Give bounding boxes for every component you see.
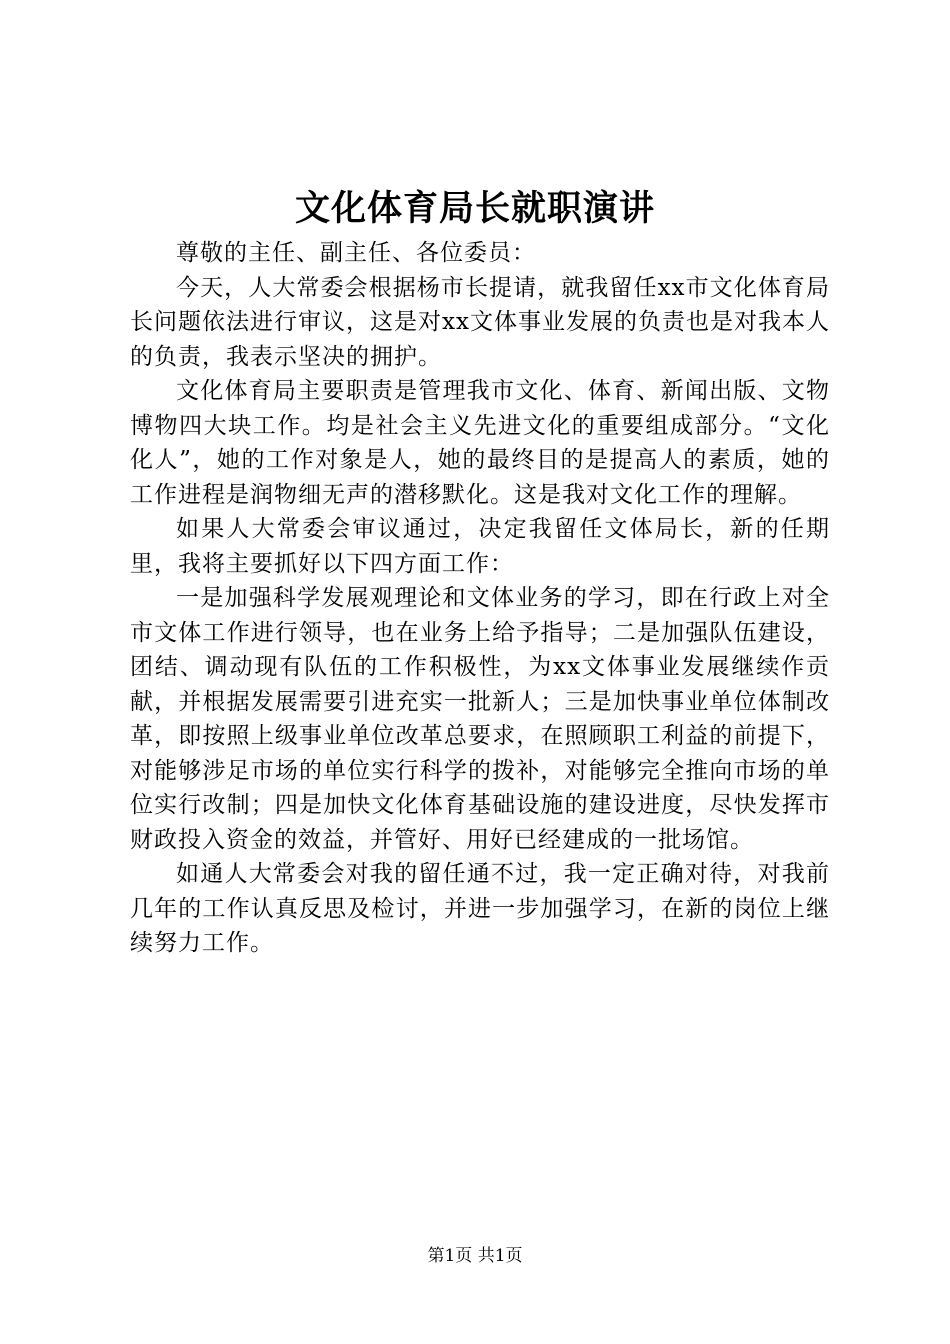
salutation: 尊敬的主任、副主任、各位委员：	[176, 240, 536, 266]
paragraph-3: 如果人大常委会审议通过，决定我留任文体局长，新的任期里，我将主要抓好以下四方面工作：	[130, 516, 830, 577]
paragraph-1: 今天，人大常委会根据杨市长提请，就我留任xx市文化体育局长问题依法进行审议，这是对xx文体事业发展的负责也是对我本人的负责，我表示坚决的拥护。	[130, 274, 830, 370]
paragraph-4: 一是加强科学发展观理论和文体业务的学习，即在行政上对全市文体工作进行领导，也在业务上给予指导；二是加强队伍建设，团结、调动现有队伍的工作积极性，为xx文体事业发展继续作贡献，并根据发展需要引进充实一批新人；三是加快事业单位体制改革，即按照上级事业单位改革总要求，在照顾职工利益的前提下，对能够涉足市场的单位实行科学的拨补，对能够完全推向市场的单位实行改制；四是加快文化体育基础设施的建设进度，尽快发挥市财政投入资金的效益，并管好、用好已经建成的一批场馆。	[130, 585, 830, 853]
paragraph-5: 如通人大常委会对我的留任通不过，我一定正确对待，对我前几年的工作认真反思及检讨，并进一步加强学习，在新的岗位上继续努力工作。	[130, 861, 830, 956]
document-body	[130, 236, 830, 961]
document-title: 文化体育局长就职演讲	[294, 188, 655, 229]
page-footer: 第1页 共1页	[427, 1246, 523, 1266]
paragraph-2: 文化体育局主要职责是管理我市文化、体育、新闻出版、文物博物四大块工作。均是社会主义先进文化的重要组成部分。“文化化人”，她的工作对象是人，她的最终目的是提高人的素质，她的工作进程是润物细无声的潜移默化。这是我对文化工作的理解。	[130, 378, 830, 508]
